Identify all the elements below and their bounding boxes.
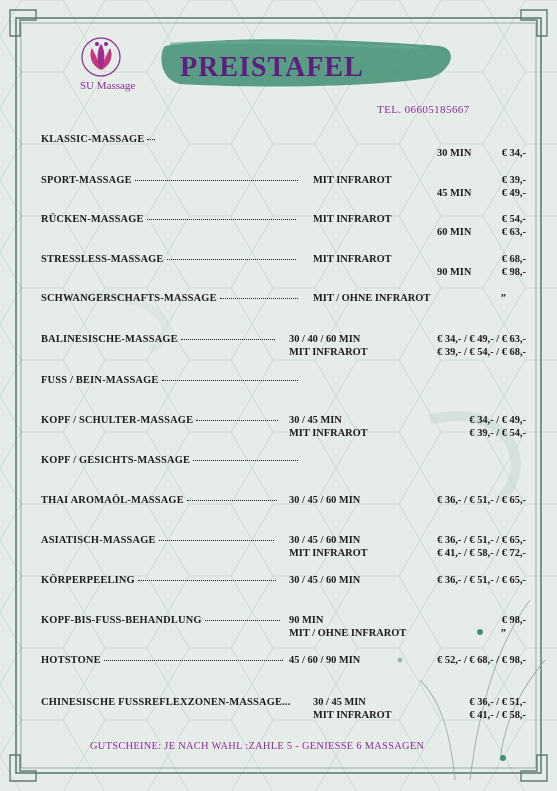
service-name <box>41 334 178 345</box>
service-label: HOTSTONE <box>41 655 101 666</box>
service-price: € 63,- <box>501 227 526 238</box>
page-title: PREISTAFEL <box>180 52 364 83</box>
service-option: 30 / 45 / 60 MIN <box>289 535 361 546</box>
dotted-leader <box>104 654 283 661</box>
logo-text: SU Massage <box>80 80 136 92</box>
service-price: ” <box>500 628 506 639</box>
service-option: MIT / OHNE INFRAROT <box>313 293 431 304</box>
service-label: KLASSIC-MASSAGE <box>41 134 145 145</box>
service-price: € 34,- / € 49,- / € 63,- <box>437 334 526 345</box>
service-label: KOPF / SCHULTER-MASSAGE <box>41 415 194 426</box>
service-label: KÖRPERPEELING <box>41 575 135 586</box>
dotted-leader <box>147 213 296 220</box>
dotted-leader <box>162 374 298 381</box>
service-name <box>41 293 217 304</box>
service-name <box>41 175 132 186</box>
service-option: MIT INFRAROT <box>313 710 392 721</box>
service-label: RÜCKEN-MASSAGE <box>41 214 144 225</box>
service-price: € 36,- / € 51,- <box>469 697 526 708</box>
service-name <box>41 575 135 586</box>
service-price: € 98,- <box>501 615 526 626</box>
dotted-leader <box>193 454 298 461</box>
service-option: 30 / 45 MIN <box>313 697 366 708</box>
service-option: 30 / 40 / 60 MIN <box>289 334 361 345</box>
service-price: € 36,- / € 51,- / € 65,- <box>437 495 526 506</box>
service-price: € 36,- / € 51,- / € 65,- <box>437 535 526 546</box>
service-option: MIT INFRAROT <box>289 548 368 559</box>
service-name <box>41 615 202 626</box>
service-name <box>41 535 156 546</box>
service-price: € 39,- / € 54,- / € 68,- <box>437 347 526 358</box>
service-price: € 54,- <box>501 214 526 225</box>
service-option: 30 / 45 / 60 MIN <box>289 575 361 586</box>
service-name <box>41 495 184 506</box>
service-duration: 30 MIN <box>437 148 472 159</box>
service-option: 30 / 45 / 60 MIN <box>289 495 361 506</box>
service-option: 90 MIN <box>289 615 324 626</box>
service-price: € 41,- / € 58,- <box>469 710 526 721</box>
service-option: 30 / 45 MIN <box>289 415 342 426</box>
service-name <box>41 214 144 225</box>
service-option: MIT INFRAROT <box>313 175 392 186</box>
dotted-leader <box>187 494 277 501</box>
dotted-leader <box>167 253 296 260</box>
dotted-leader <box>138 574 276 581</box>
dotted-leader <box>147 133 155 140</box>
service-label: SPORT-MASSAGE <box>41 175 132 186</box>
service-price: € 52,- / € 68,- / € 98,- <box>437 655 526 666</box>
service-label: STRESSLESS-MASSAGE <box>41 254 164 265</box>
service-label: CHINESISCHE FUSSREFLEXZONEN-MASSAGE... <box>41 697 291 708</box>
service-duration: 45 MIN <box>437 188 472 199</box>
service-label: KOPF / GESICHTS-MASSAGE <box>41 455 191 466</box>
service-label: KOPF-BIS-FUSS-BEHANDLUNG <box>41 615 202 626</box>
service-name <box>41 655 101 666</box>
service-name <box>41 254 164 265</box>
service-label: BALINESISCHE-MASSAGE <box>41 334 178 345</box>
service-price: € 36,- / € 51,- / € 65,- <box>437 575 526 586</box>
service-price: € 39,- <box>501 175 526 186</box>
dotted-leader <box>220 292 298 299</box>
service-name <box>41 375 159 386</box>
service-option: MIT INFRAROT <box>289 347 368 358</box>
dotted-leader <box>181 333 275 340</box>
service-label: FUSS / BEIN-MASSAGE <box>41 375 159 386</box>
service-price: € 39,- / € 54,- <box>469 428 526 439</box>
service-name <box>41 415 193 426</box>
service-name <box>41 697 291 708</box>
service-label: ASIATISCH-MASSAGE <box>41 535 156 546</box>
service-price: € 41,- / € 58,- / € 72,- <box>437 548 526 559</box>
service-name <box>41 134 144 145</box>
dotted-leader <box>205 614 280 621</box>
dotted-leader <box>159 534 274 541</box>
service-option: MIT / OHNE INFRAROT <box>289 628 407 639</box>
service-price: € 98,- <box>501 267 526 278</box>
phone-number: TEL. 06605185667 <box>377 104 470 116</box>
service-name <box>41 455 190 466</box>
service-price: € 34,- / € 49,- <box>469 415 526 426</box>
dotted-leader <box>196 414 278 421</box>
service-price: € 68,- <box>501 254 526 265</box>
service-label: SCHWANGERSCHAFTS-MASSAGE <box>41 293 217 304</box>
service-duration: 90 MIN <box>437 267 472 278</box>
service-option: MIT INFRAROT <box>313 254 392 265</box>
service-option: MIT INFRAROT <box>289 428 368 439</box>
service-option: MIT INFRAROT <box>313 214 392 225</box>
service-price: € 49,- <box>501 188 526 199</box>
service-price: € 34,- <box>501 148 526 159</box>
voucher-note: GUTSCHEINE: JE NACH WAHL :ZAHLE 5 - GENIESSE 6 MASSAGEN <box>90 741 425 752</box>
service-label: THAI AROMAÖL-MASSAGE <box>41 495 184 506</box>
service-option: 45 / 60 / 90 MIN <box>289 655 361 666</box>
service-duration: 60 MIN <box>437 227 472 238</box>
dotted-leader <box>135 174 298 181</box>
service-price: ” <box>500 293 506 304</box>
